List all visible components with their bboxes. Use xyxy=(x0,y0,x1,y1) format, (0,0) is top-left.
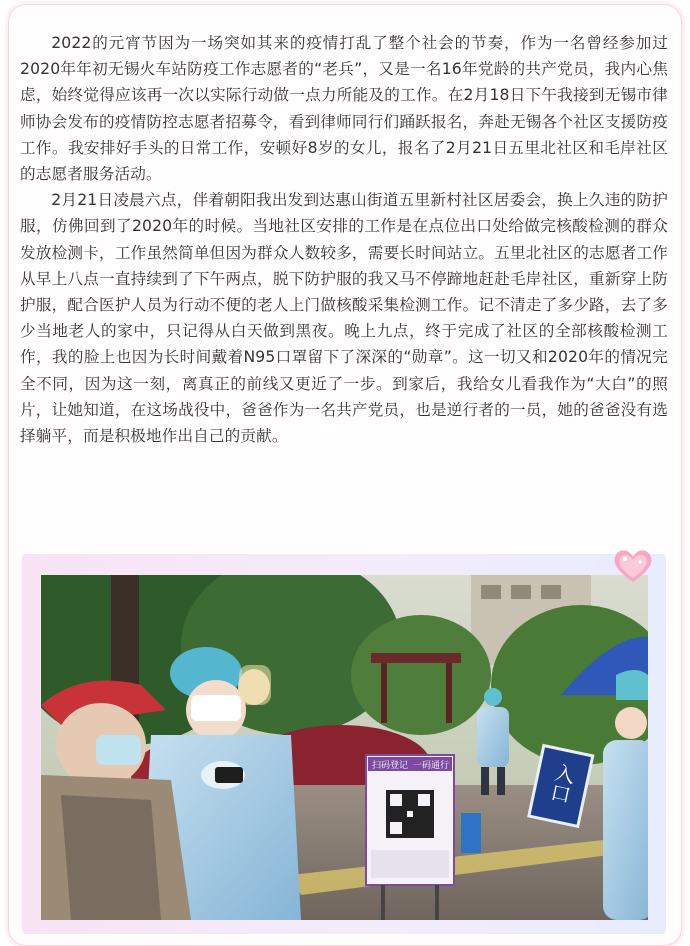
sign-line-1: 扫码登记 xyxy=(371,761,409,771)
paragraph-1: 2022的元宵节因为一场突如其来的疫情打乱了整个社会的节奏，作为一名曾经参加过2020年年初无锡火车站防疫工作志愿者的“老兵”，又是一名16年党龄的共产党员，我内心焦虑，始终觉得应该再一次以实际行动做一点力所能及的工作。在2月18日下午我接到无锡市律师协会发布的疫情防控志愿者招募令，看到律师同行们踊跃报名，奔赴无锡各个社区支援防疫工作。我安排好手头的日常工作，安顿好8岁的女儿，报名了2月21日五里北社区和毛岸社区的志愿者服务活动。 xyxy=(20,34,668,184)
entrance-sign-text: 入口 xyxy=(545,760,578,806)
paragraph-2: 2月21日凌晨六点，伴着朝阳我出发到达惠山街道五里新村社区居委会，换上久违的防护服，仿佛回到了2020年的时候。当地社区安排的工作是在点位出口处给做完核酸检测的群众发放检测卡，工作虽然简单但因为群众人数较多，需要长时间站立。五里北社区的志愿者工作从早上八点一直持续到了下午两点，脱下防护服的我又马不停蹄地赶赴毛岸社区，重新穿上防护服，配合医护人员为行动不便的老人上门做核酸采集检测工作。记不清走了多少路，去了多少当地老人的家中，只记得从白天做到黑夜。晚上九点，终于完成了社区的全部核酸检测工作，我的脸上也因为长时间戴着N95口罩留下了深深的“勋章”。这一切又和2020年的情况完全不同，因为这一刻，离真正的前线又更近了一步。到家后，我给女儿看我作为“大白”的照片，让她知道，在这场战役中，爸爸作为一名共产党员，也是逆行者的一员，她的爸爸没有选择躺平，而是积极地作出自己的贡献。 xyxy=(20,191,668,446)
article-body xyxy=(20,30,668,449)
heart-balloon-icon xyxy=(610,546,656,586)
sign-line-2: 一码通行 xyxy=(412,761,450,771)
volunteer-photo xyxy=(41,575,648,920)
